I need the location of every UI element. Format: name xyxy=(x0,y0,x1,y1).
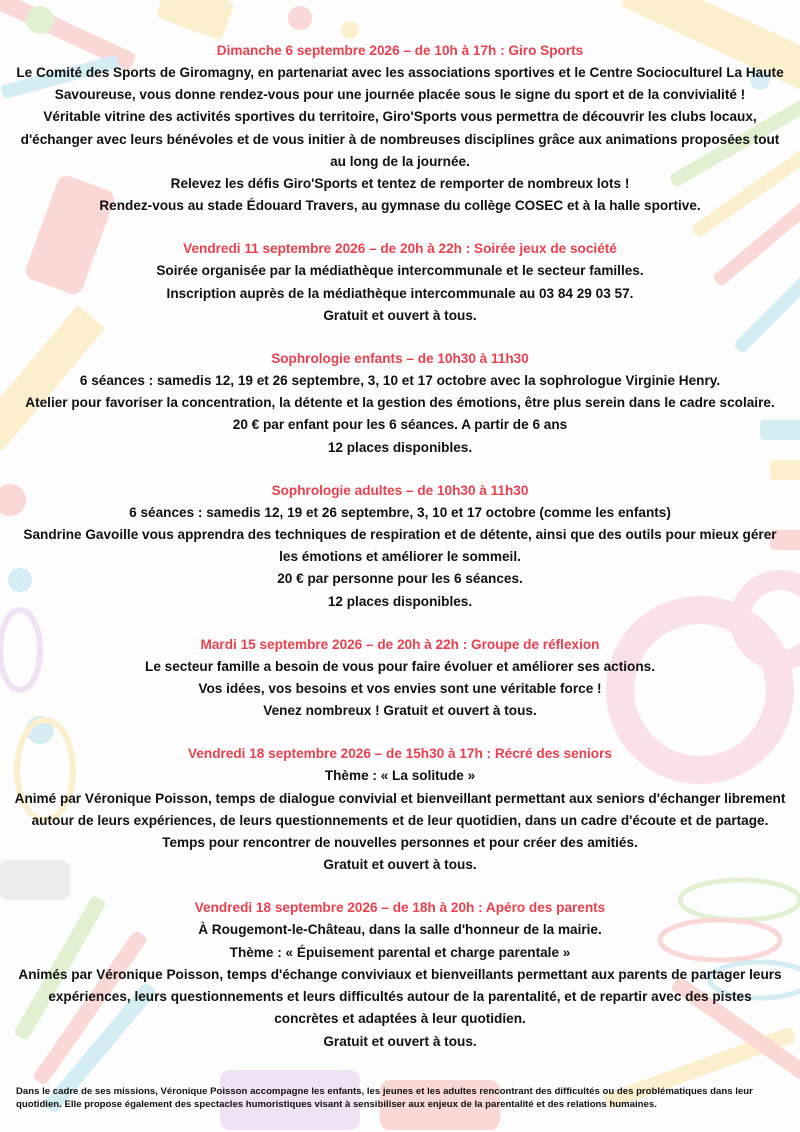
event-description-line: Le secteur famille a besoin de vous pour faire évoluer et améliorer ses actions. xyxy=(145,658,655,674)
event-description-line: Animés par Véronique Poisson, temps d'échange conviviaux et bienveillants permettant aux parents de partager leurs xyxy=(18,966,782,982)
event-description-line: 6 séances : samedis 12, 19 et 26 septembre, 3, 10 et 17 octobre avec la sophrologue Virginie Henry. xyxy=(79,373,721,389)
event-section xyxy=(12,480,788,613)
event-description-line: 6 séances : samedis 12, 19 et 26 septembre, 3, 10 et 17 octobre (comme les enfants) xyxy=(129,504,671,520)
event-description-line: À Rougemont-le-Château, dans la salle d'honneur de la mairie. xyxy=(198,922,602,938)
event-description-line: Thème : « La solitude » xyxy=(324,768,476,784)
event-description-line: Le Comité des Sports de Giromagny, en partenariat avec les associations sportives et le Centre Socioculturel La Haute xyxy=(16,65,784,80)
event-title: Vendredi 18 septembre 2026 – de 18h à 20h : Apéro des parents xyxy=(194,900,606,916)
event-description-line: Véritable vitrine des activités sportives du territoire, Giro'Sports vous permettra de découvrir les clubs locaux, xyxy=(43,109,757,125)
event-description-line: Thème : « Épuisement parental et charge parentale » xyxy=(229,944,571,960)
event-description-line: Venez nombreux ! Gratuit et ouvert à tous. xyxy=(263,703,537,719)
event-title: Vendredi 18 septembre 2026 – de 15h30 à 17h : Récré des seniors xyxy=(188,746,612,762)
eraser-icon xyxy=(155,0,234,41)
program-content xyxy=(12,40,788,1074)
event-description-line: Vos idées, vos besoins et vos envies sont une véritable force ! xyxy=(198,681,602,697)
event-description-line: les émotions et améliorer le sommeil. xyxy=(279,549,521,565)
event-description-line: Animé par Véronique Poisson, temps de dialogue convivial et bienveillant permettant aux seniors d'échanger librement xyxy=(14,790,786,806)
event-section xyxy=(12,634,788,723)
event-section xyxy=(12,897,788,1052)
event-description-line: expériences, leurs questionnements et leurs difficultés autour de la parentalité, et de repartir avec des pistes xyxy=(48,989,752,1005)
event-description-line: Inscription auprès de la médiathèque intercommunale au 03 84 29 03 57. xyxy=(166,285,634,301)
event-description-line: Gratuit et ouvert à tous. xyxy=(323,1033,477,1049)
event-description-line: 12 places disponibles. xyxy=(327,593,473,609)
event-description-line: d'échanger avec leurs bénévoles et de vous initier à de nombreuses disciplines grâce aux animations proposées tout xyxy=(20,131,780,147)
footnote: Dans le cadre de ses missions, Véronique Poisson accompagne les enfants, les jeunes et les adultes rencontrant des difficultés ou des problématiques dans leur quotidien. Elle propose également des spectacles humoristiques visant à sensibiliser aux enjeux de la parentalité et des relations humaines. xyxy=(16,1086,753,1110)
event-description-line: Temps pour rencontrer de nouvelles personnes et pour créer des amitiés. xyxy=(162,835,638,851)
event-description-line: au long de la journée. xyxy=(330,153,470,169)
event-description-line: Savoureuse, vous donne rendez-vous pour une journée placée sous le signe du sport et de la convivialité ! xyxy=(54,87,746,103)
event-description-line: Atelier pour favoriser la concentration, la détente et la gestion des émotions, être plus serein dans le cadre scolaire. xyxy=(25,395,775,411)
event-title: Mardi 15 septembre 2026 – de 20h à 22h : Groupe de réflexion xyxy=(200,636,600,652)
event-section xyxy=(12,348,788,459)
event-description-line: Gratuit et ouvert à tous. xyxy=(323,857,477,873)
event-title: Vendredi 11 septembre 2026 – de 20h à 22h : Soirée jeux de société xyxy=(183,241,617,257)
event-description-line: Sandrine Gavoille vous apprendra des techniques de respiration et de détente, ainsi que des outils pour mieux gérer xyxy=(23,527,777,543)
pin-icon xyxy=(341,21,359,39)
event-description-line: Soirée organisée par la médiathèque intercommunale et le secteur familles. xyxy=(156,263,644,279)
event-section xyxy=(12,743,788,876)
event-section xyxy=(12,238,788,327)
event-description-line: autour de leurs expériences, de leurs questionnements et de leur quotidien, dans un cadre d'écoute et de partage. xyxy=(31,812,769,828)
event-title: Sophrologie adultes – de 10h30 à 11h30 xyxy=(271,482,529,498)
event-title: Dimanche 6 septembre 2026 – de 10h à 17h : Giro Sports xyxy=(216,43,584,58)
event-description-line: concrètes et adaptées à leur quotidien. xyxy=(274,1011,526,1027)
event-description-line: Relevez les défis Giro'Sports et tentez de remporter de nombreux lots ! xyxy=(170,176,630,192)
event-section xyxy=(12,40,788,217)
pin-icon xyxy=(26,6,54,34)
event-description-line: Rendez-vous au stade Édouard Travers, au gymnase du collège COSEC et à la halle sportive. xyxy=(99,198,701,214)
event-description-line: Gratuit et ouvert à tous. xyxy=(323,307,477,323)
event-description-line: 12 places disponibles. xyxy=(327,439,473,455)
event-title: Sophrologie enfants – de 10h30 à 11h30 xyxy=(271,351,529,367)
pin-icon xyxy=(288,6,312,30)
event-description-line: 20 € par enfant pour les 6 séances. A partir de 6 ans xyxy=(232,417,568,433)
event-description-line: 20 € par personne pour les 6 séances. xyxy=(277,571,523,587)
